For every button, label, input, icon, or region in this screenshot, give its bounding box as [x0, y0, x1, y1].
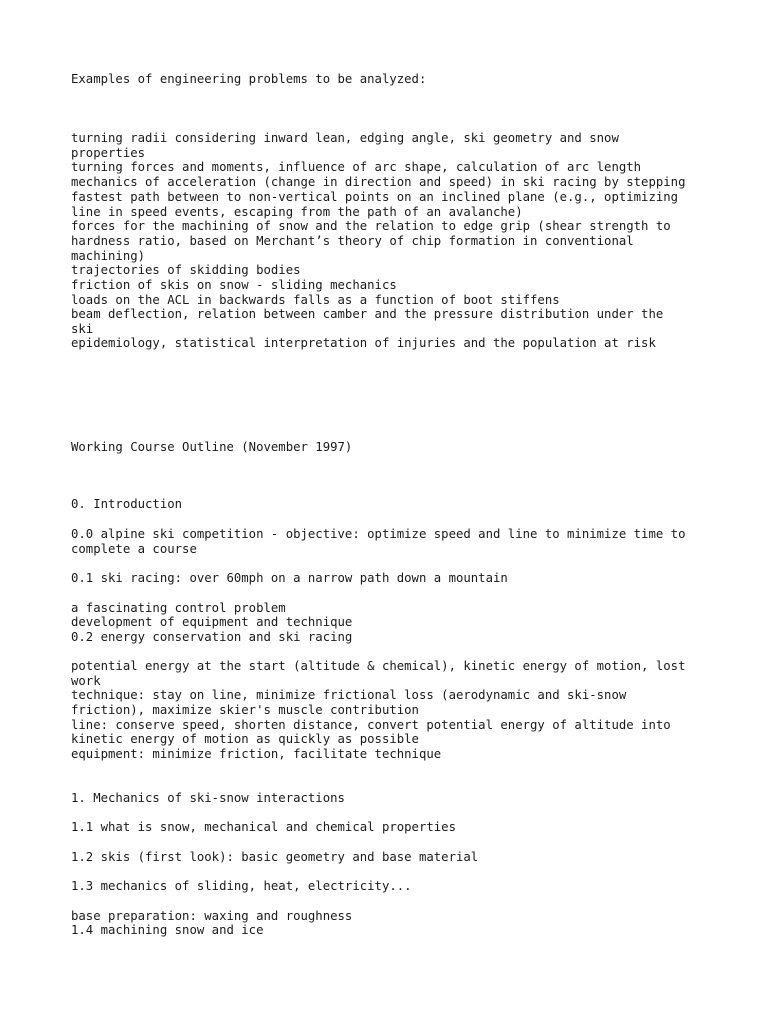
item-0-0-line: complete a course	[71, 542, 197, 556]
example-line: forces for the machining of snow and the relation to edge grip (shear strength to	[71, 219, 671, 233]
list-a-line: a fascinating control problem	[71, 601, 286, 615]
list-a-line: development of equipment and technique	[71, 615, 353, 629]
example-line: turning forces and moments, influence of arc shape, calculation of arc length	[71, 160, 642, 174]
example-line: loads on the ACL in backwards falls as a function of boot stiffens	[71, 293, 560, 307]
example-line: hardness ratio, based on Merchant’s theory of chip formation in conventional	[71, 234, 634, 248]
item-1-1: 1.1 what is snow, mechanical and chemical properties	[71, 820, 456, 834]
list-b-line: potential energy at the start (altitude & chemical), kinetic energy of motion, lost	[71, 659, 686, 673]
section-0-title: 0. Introduction	[71, 497, 183, 511]
example-line: fastest path between to non-vertical points on an inclined plane (e.g., optimizing	[71, 190, 679, 204]
list-c-line: base preparation: waxing and roughness	[71, 909, 353, 923]
example-line: machining)	[71, 249, 146, 263]
outline-title: Working Course Outline (November 1997)	[71, 440, 353, 454]
list-b-line: equipment: minimize friction, facilitate technique	[71, 747, 442, 761]
item-1-3: 1.3 mechanics of sliding, heat, electricity...	[71, 879, 412, 893]
list-b-line: line: conserve speed, shorten distance, convert potential energy of altitude into	[71, 718, 671, 732]
item-1-2: 1.2 skis (first look): basic geometry and base material	[71, 850, 479, 864]
example-line: turning radii considering inward lean, edging angle, ski geometry and snow	[71, 131, 619, 145]
example-line: line in speed events, escaping from the path of an avalanche)	[71, 205, 523, 219]
example-line: epidemiology, statistical interpretation of injuries and the population at risk	[71, 336, 656, 350]
example-line: friction of skis on snow - sliding mechanics	[71, 278, 397, 292]
example-line: trajectories of skidding bodies	[71, 263, 301, 277]
list-b-line: technique: stay on line, minimize frictional loss (aerodynamic and ski-snow	[71, 688, 627, 702]
examples-heading: Examples of engineering problems to be analyzed:	[71, 72, 427, 86]
item-0-1: 0.1 ski racing: over 60mph on a narrow path down a mountain	[71, 571, 508, 585]
section-1-title: 1. Mechanics of ski-snow interactions	[71, 791, 345, 805]
item-0-0-line: 0.0 alpine ski competition - objective: optimize speed and line to minimize time to	[71, 527, 686, 541]
example-line: mechanics of acceleration (change in direction and speed) in ski racing by stepping	[71, 175, 686, 189]
list-b-line: friction), maximize skier's muscle contribution	[71, 703, 419, 717]
list-b-line: work	[71, 674, 101, 688]
example-line: ski	[71, 322, 94, 336]
list-a-line: 0.2 energy conservation and ski racing	[71, 630, 353, 644]
example-line: beam deflection, relation between camber and the pressure distribution under the	[71, 307, 664, 321]
list-b-line: kinetic energy of motion as quickly as possible	[71, 732, 419, 746]
list-c-line: 1.4 machining snow and ice	[71, 923, 264, 937]
example-line: properties	[71, 146, 146, 160]
